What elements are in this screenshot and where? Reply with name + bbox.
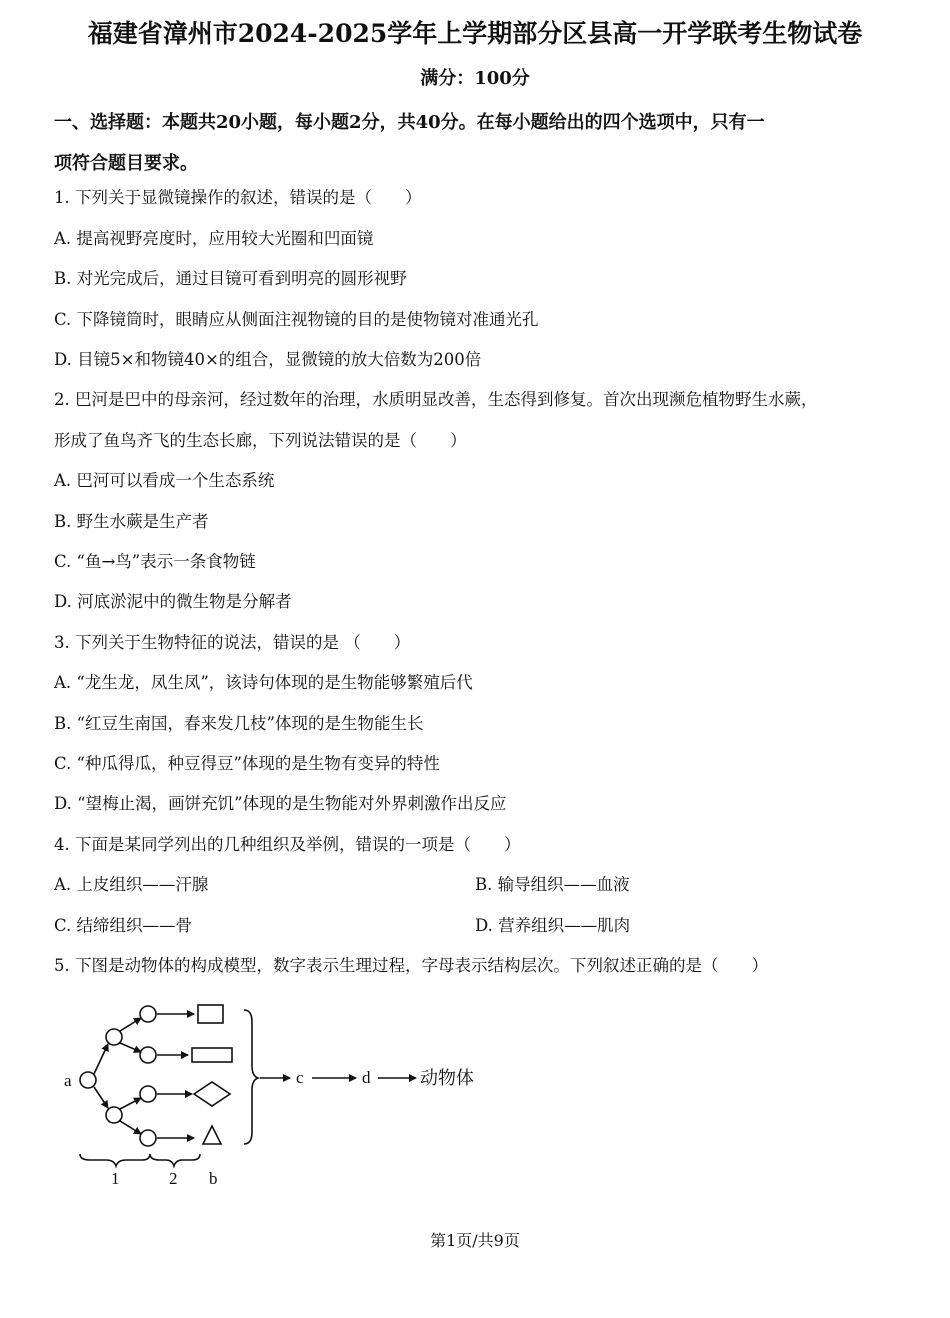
label-d: d bbox=[362, 1068, 371, 1087]
question-4-option-d: D. 营养组织——肌肉 bbox=[475, 916, 631, 935]
question-2-option-d: D. 河底淤泥中的微生物是分解者 bbox=[54, 592, 292, 611]
question-1-option-d: D. 目镜5×和物镜40×的组合，显微镜的放大倍数为200倍 bbox=[54, 350, 482, 369]
cell-2-circle bbox=[140, 1047, 156, 1063]
question-3-stem: 3. 下列关于生物特征的说法，错误的是 （ ） bbox=[54, 633, 411, 652]
animal-structure-diagram bbox=[58, 998, 498, 1194]
cell-lower-circle bbox=[106, 1107, 122, 1123]
question-4-option-b: B. 输导组织——血液 bbox=[475, 875, 630, 894]
arrow-up-2 bbox=[120, 1043, 141, 1052]
question-3-option-b: B. “红豆生南国，春来发几枝”体现的是生物能生长 bbox=[54, 714, 424, 733]
tissue-diamond bbox=[194, 1082, 230, 1106]
right-brace bbox=[244, 1010, 258, 1144]
question-3-option-a: A. “龙生龙，凤生凤”，该诗句体现的是生物能够繁殖后代 bbox=[54, 673, 473, 692]
tissue-rectangle bbox=[192, 1048, 232, 1062]
question-4-stem: 4. 下面是某同学列出的几种组织及举例，错误的一项是（ ） bbox=[54, 835, 521, 854]
question-2-option-c: C. “鱼→鸟”表示一条食物链 bbox=[54, 552, 256, 571]
label-animal-body: 动物体 bbox=[420, 1068, 474, 1089]
arrow-a-up bbox=[94, 1044, 108, 1074]
label-1: 1 bbox=[111, 1169, 120, 1188]
question-2-option-b: B. 野生水蕨是生产者 bbox=[54, 512, 209, 531]
bottom-brace-1 bbox=[80, 1154, 150, 1166]
question-1-option-c: C. 下降镜筒时，眼睛应从侧面注视物镜的目的是使物镜对准通光孔 bbox=[54, 310, 539, 329]
exam-title: 福建省漳州市2024-2025学年上学期部分区县高一开学联考生物试卷 bbox=[87, 19, 863, 48]
question-3-option-c: C. “种瓜得瓜，种豆得豆”体现的是生物有变异的特性 bbox=[54, 754, 440, 773]
question-5-stem: 5. 下图是动物体的构成模型，数字表示生理过程，字母表示结构层次。下列叙述正确的是（ ） bbox=[54, 956, 768, 975]
tissue-square bbox=[198, 1005, 223, 1023]
cell-upper-circle bbox=[106, 1029, 122, 1045]
question-2-stem: 2. 巴河是巴中的母亲河，经过数年的治理，水质明显改善，生态得到修复。首次出现濒危植物野生水蕨， bbox=[54, 390, 818, 409]
section-heading bbox=[54, 102, 904, 184]
question-3-option-d: D. “望梅止渴，画饼充饥”体现的是生物能对外界刺激作出反应 bbox=[54, 794, 507, 813]
arrow-down-3 bbox=[120, 1098, 141, 1109]
cell-4-circle bbox=[140, 1130, 156, 1146]
question-1-stem: 1. 下列关于显微镜操作的叙述，错误的是（ ） bbox=[54, 188, 422, 207]
question-1-option-b: B. 对光完成后，通过目镜可看到明亮的圆形视野 bbox=[54, 269, 407, 288]
section-heading-line-1: 一、选择题：本题共20小题，每小题2分，共40分。在每小题给出的四个选项中，只有一 bbox=[54, 112, 765, 133]
page-number: 第1页/共9页 bbox=[430, 1231, 520, 1250]
cell-1-circle bbox=[140, 1006, 156, 1022]
question-2-option-a: A. 巴河可以看成一个生态系统 bbox=[54, 471, 275, 490]
full-score: 满分：100分 bbox=[420, 68, 530, 89]
tissue-triangle bbox=[203, 1126, 221, 1144]
question-4-option-a: A. 上皮组织——汗腺 bbox=[54, 875, 209, 894]
arrow-down-4 bbox=[120, 1121, 141, 1134]
question-1-option-a: A. 提高视野亮度时，应用较大光圈和凹面镜 bbox=[54, 229, 374, 248]
question-4-option-c: C. 结缔组织——骨 bbox=[54, 916, 193, 935]
arrow-a-down bbox=[94, 1087, 108, 1108]
label-b: b bbox=[209, 1169, 218, 1188]
question-2-stem-cont: 形成了鱼鸟齐飞的生态长廊，下列说法错误的是（ ） bbox=[54, 431, 467, 450]
cell-a-circle bbox=[80, 1072, 96, 1088]
label-c: c bbox=[296, 1068, 304, 1087]
bottom-brace-2 bbox=[150, 1154, 200, 1166]
label-2: 2 bbox=[169, 1169, 178, 1188]
cell-3-circle bbox=[140, 1086, 156, 1102]
section-heading-line-2: 项符合题目要求。 bbox=[54, 153, 198, 174]
arrow-up-1 bbox=[120, 1018, 141, 1031]
label-a: a bbox=[64, 1071, 72, 1090]
